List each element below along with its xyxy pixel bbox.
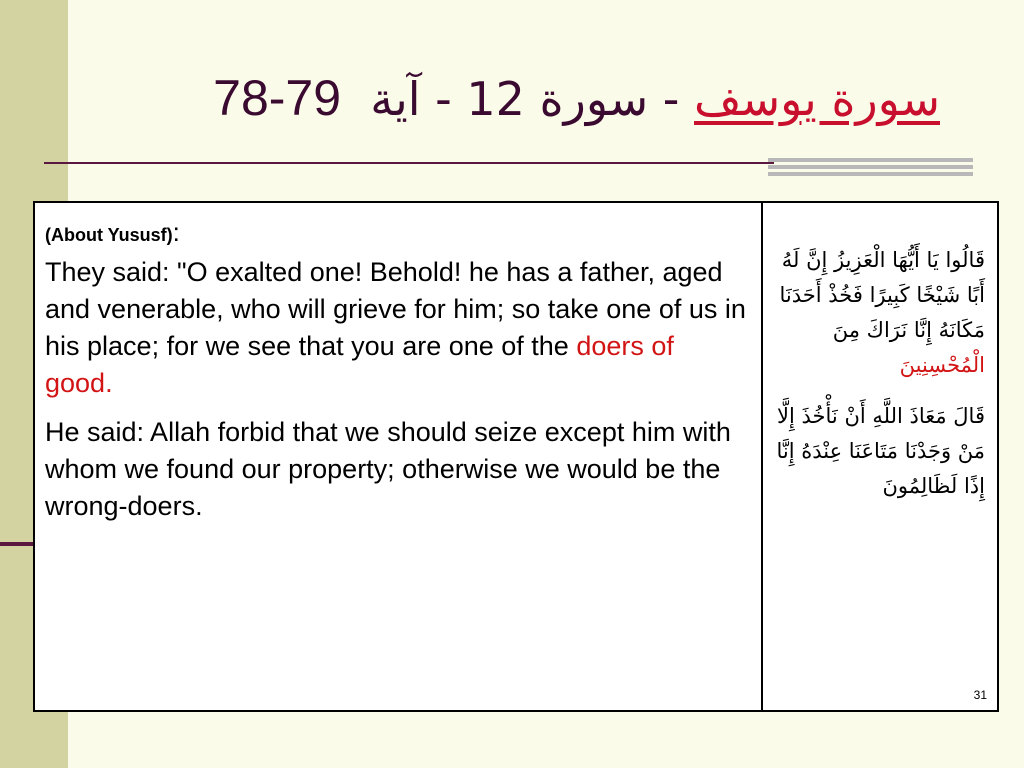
surah-number-label: سورة 12 — [466, 72, 649, 126]
verse-78-translation: They said: "O exalted one! Behold! he has a father, aged and venerable, who will grieve for him; so take one of us in his place; for we see that you are one of the doers of good. — [45, 257, 746, 398]
highlighted-phrase: doers of good. — [45, 331, 674, 398]
ayah-label: آية — [370, 72, 421, 126]
verse-78-arabic: قَالُوا يَا أَيُّهَا الْعَزِيزُ إِنَّ لَهُ أَبًا شَيْخًا كَبِيرًا فَخُذْ أَحَدَنَا مَكَانَهُ إِنَّا نَرَاكَ مِنَ الْمُحْسِنِينَ — [779, 248, 985, 377]
verse-79-translation: He said: Allah forbid that we should seize except him with whom we found our property; otherwise we would be the wrong-doers. — [45, 417, 731, 521]
arabic-text-column — [771, 243, 985, 520]
verse-table — [33, 201, 999, 712]
title-separator: - — [420, 72, 467, 126]
title-separator: - — [648, 72, 695, 126]
title-stripes-decoration — [768, 158, 973, 179]
verse-79-arabic: قَالَ مَعَاذَ اللَّهِ أَنْ نَأْخُذَ إِلَّا مَنْ وَجَدْنَا مَتَاعَنَا عِنْدَهُ إِنَّا إِذًا لَظَالِمُونَ — [776, 404, 985, 498]
column-divider — [761, 203, 763, 710]
surah-name-link[interactable]: سورة يوسف — [694, 72, 940, 126]
page-number: 31 — [973, 688, 987, 702]
highlighted-arabic-word: الْمُحْسِنِينَ — [899, 353, 985, 377]
title-underline-rule — [44, 162, 774, 164]
section-label: (About Yususf): — [45, 217, 180, 247]
english-translation-column — [45, 217, 747, 537]
slide-title — [60, 58, 940, 138]
ayah-numbers: 78-79 — [213, 70, 342, 126]
